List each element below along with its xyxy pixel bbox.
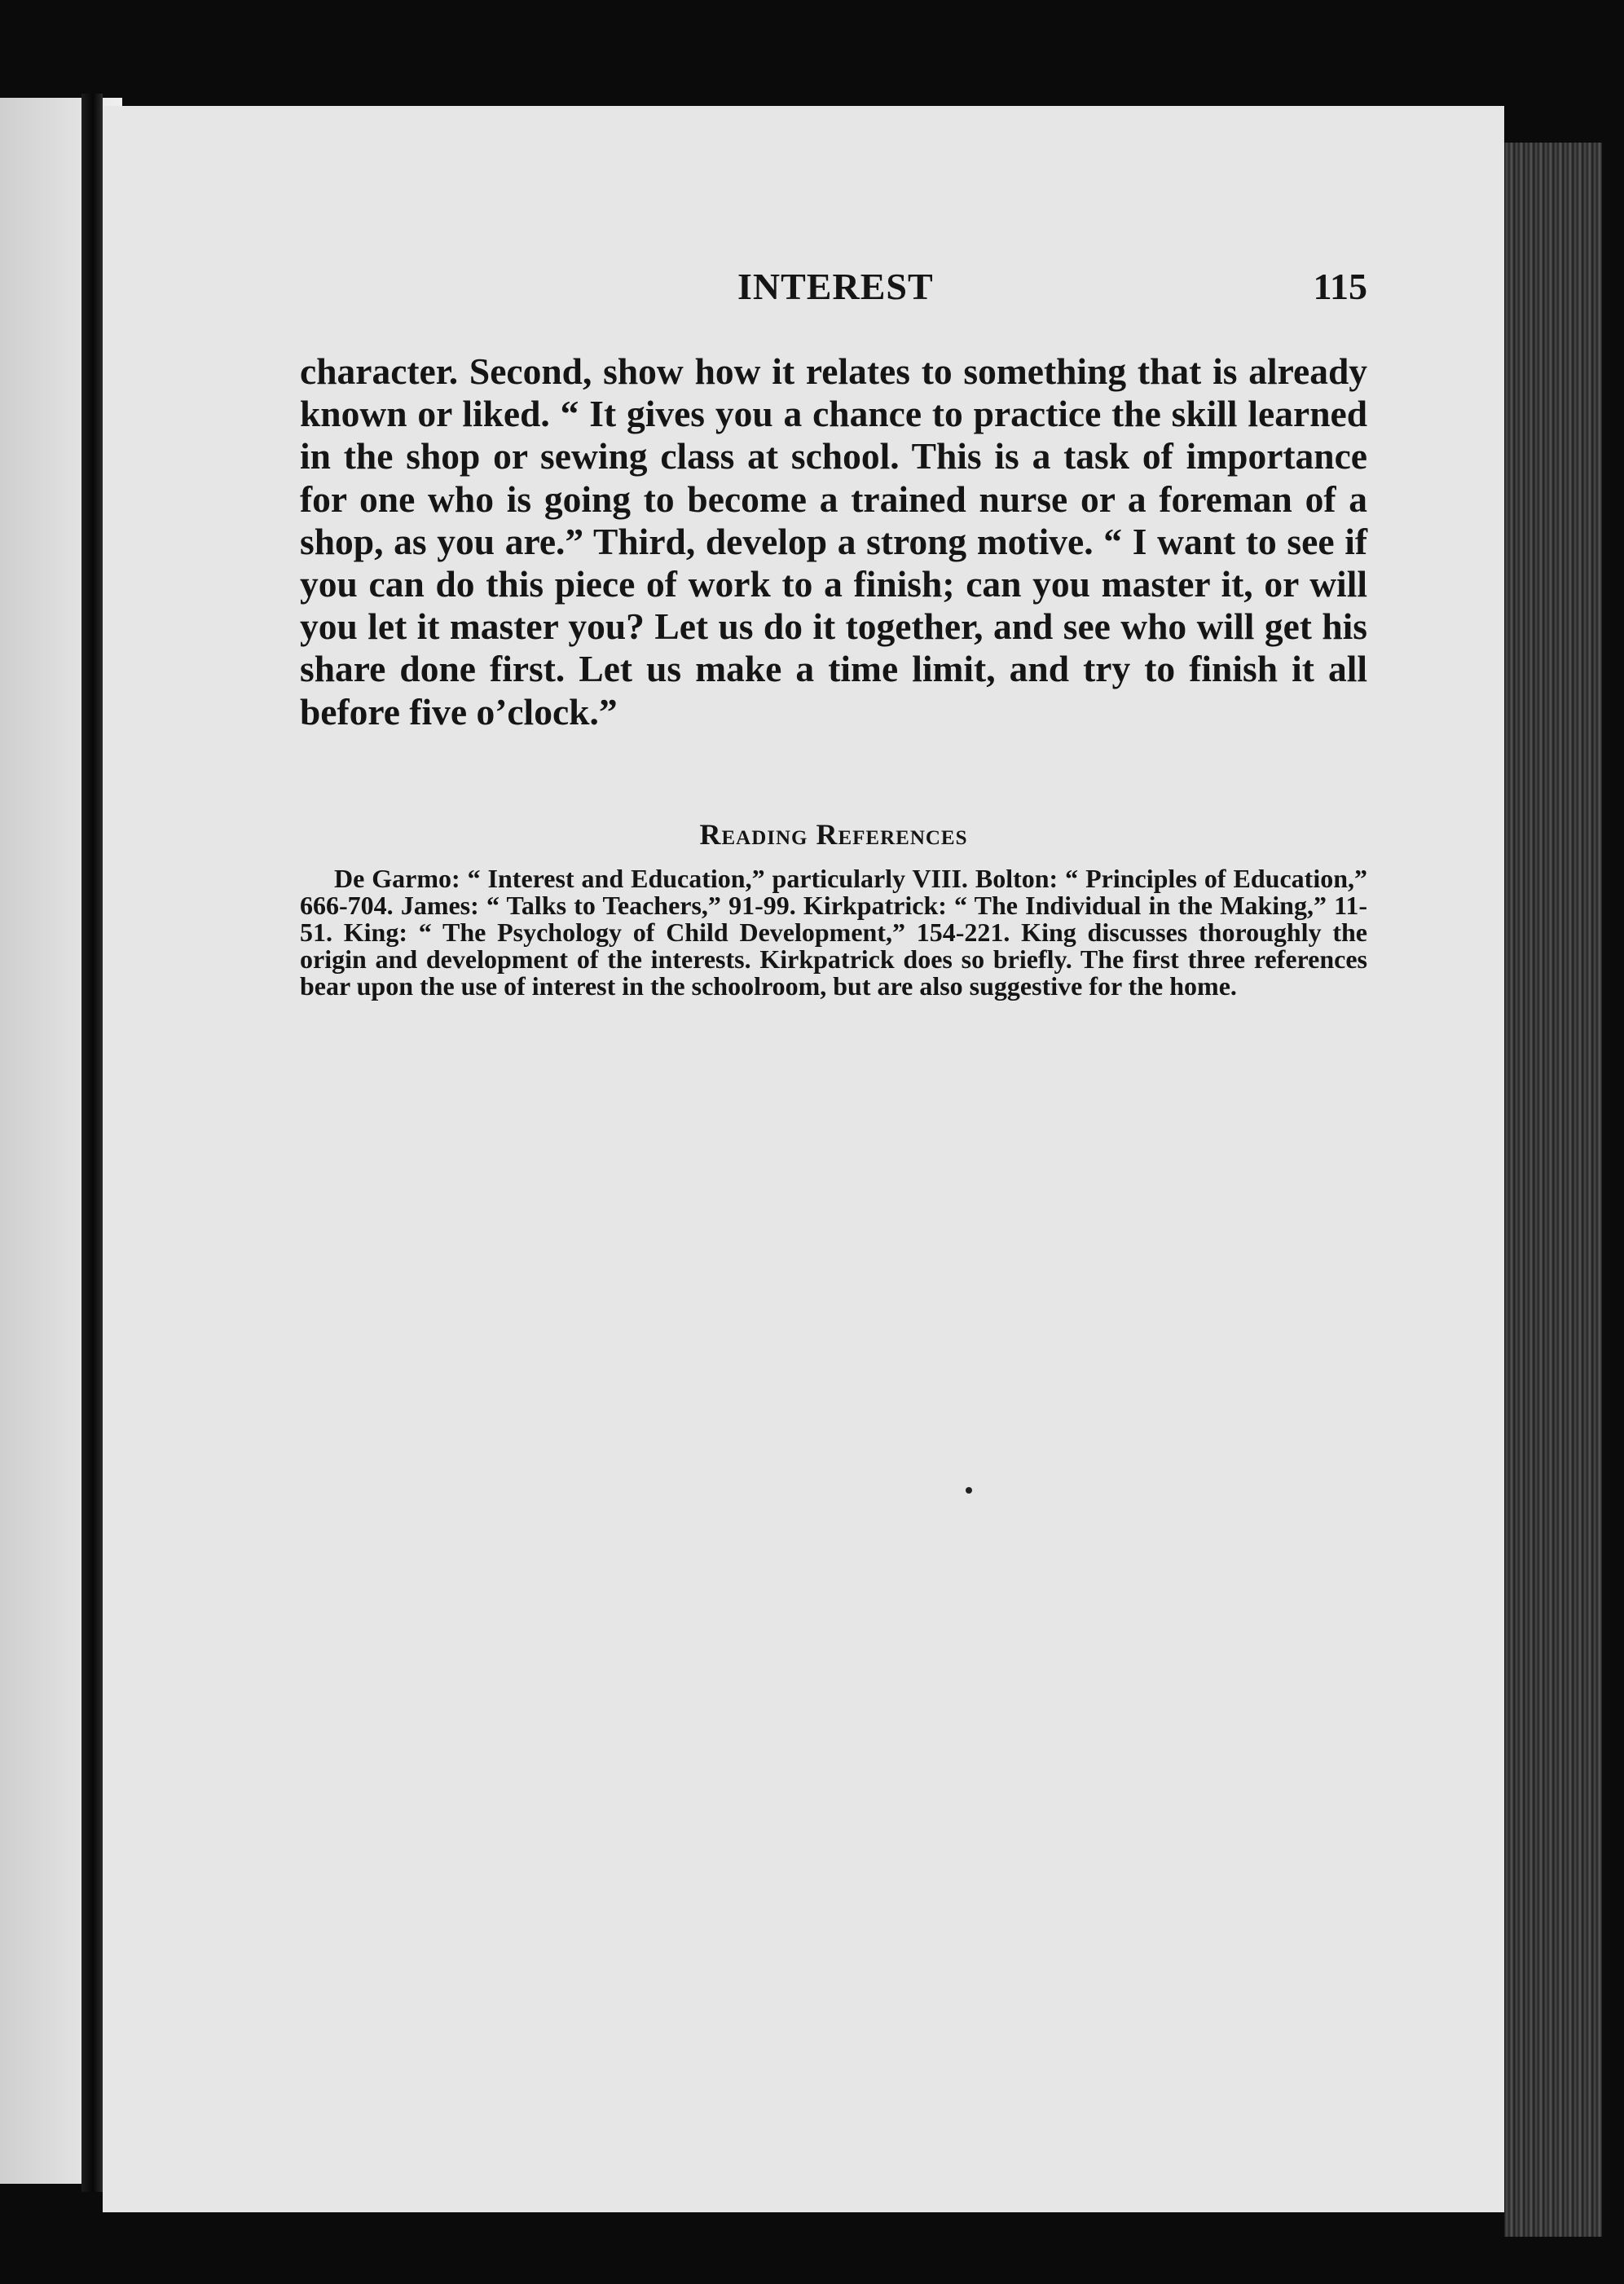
references-text: De Garmo: “ Interest and Education,” particularly VIII. Bolton: “ Principles of Education,” 666-704. James: “ Talks to Teachers,” 91-99. Kirkpatrick: “ The Individual in the Making,” 11-51. King: “ The Psychology of Child Development,” 154-221. King discusses thoroughly the origin and development of the interests. Kirkpatrick does so briefly. The first three references bear upon the use of interest in the schoolroom, but are also suggestive for the home. <box>300 864 1367 1001</box>
ink-speck <box>966 1487 972 1494</box>
book-gutter <box>81 94 103 2192</box>
running-head: INTEREST <box>737 266 934 307</box>
references-heading: Reading References <box>699 818 968 851</box>
page-header <box>301 265 1367 314</box>
page-stack-edge <box>1504 143 1602 2237</box>
body-paragraph: character. Second, show how it relates to something that is already known or liked. “ It gives you a chance to practice the skill learned in the shop or sewing class at school. This is a task of importance for one who is going to become a trained nurse or a foreman of a shop, as you are.” Third, develop a strong motive. “ I want to see if you can do this piece of work to a finish; can you master it, or will you let it master you? Let us do it together, and see who will get his share done first. Let us make a time limit, and try to finish it all before five o’clock.” <box>300 350 1367 733</box>
page-number: 115 <box>1313 266 1367 307</box>
